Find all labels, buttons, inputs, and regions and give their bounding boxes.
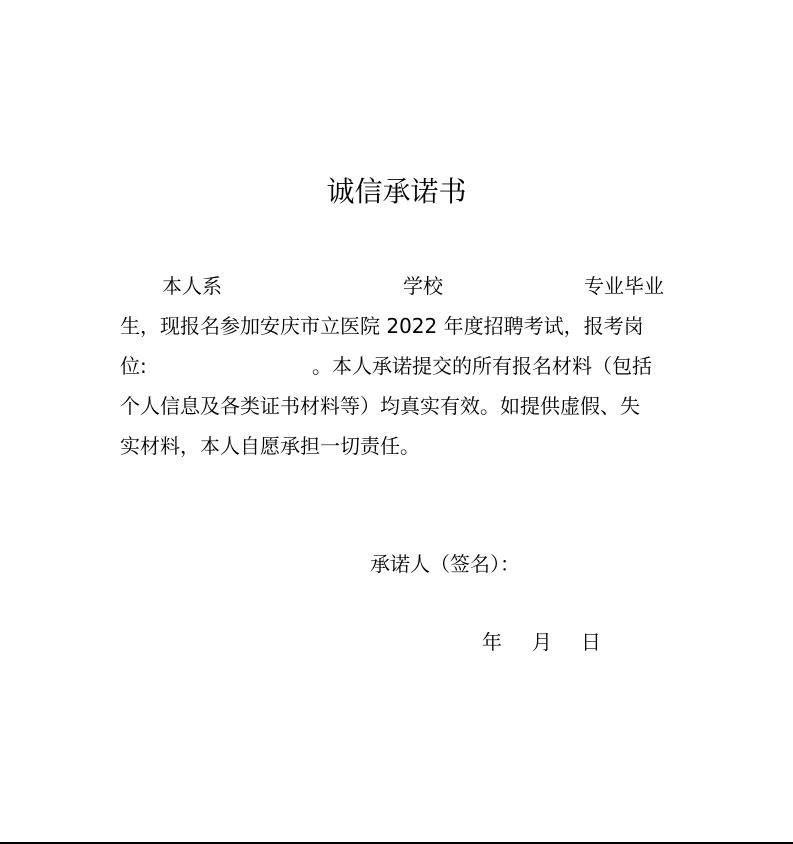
date-month-label: 月 [532,630,552,654]
line1-intro-text: 本人系 [162,274,222,298]
body-line-4: 个人信息及各类证书材料等）均真实有效。如提供虚假、失 [120,394,640,418]
signature-label: 承诺人（签名）： [370,552,520,576]
line1-school-label: 学校 [403,274,443,298]
line3-commitment-text: 。本人承诺提交的所有报名材料（包括 [312,354,652,378]
body-line-5: 实材料，本人自愿承担一切责任。 [120,434,420,458]
document-title: 诚信承诺书 [326,175,467,208]
date-day-label: 日 [581,630,601,654]
date-year-label: 年 [482,630,502,654]
line3-position-label: 位: [120,354,147,378]
line1-major-label: 专业毕业 [584,274,664,298]
body-line-2: 生，现报名参加安庆市立医院 2022 年度招聘考试，报考岗 [120,314,644,338]
